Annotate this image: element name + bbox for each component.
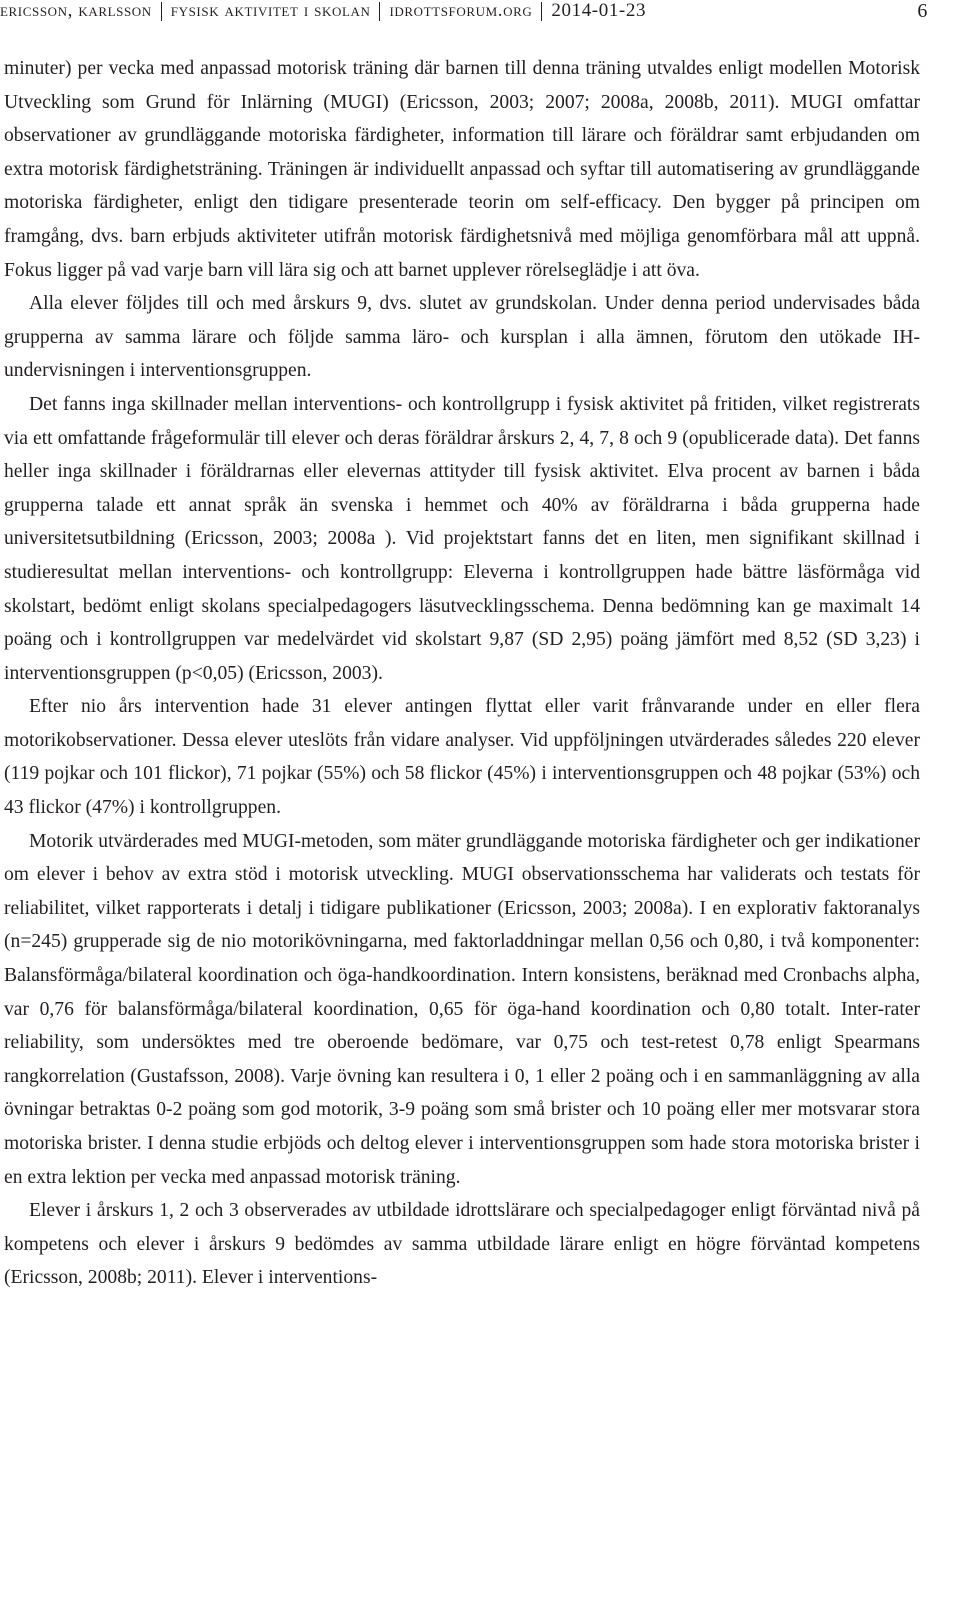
paragraph: Motorik utvärderades med MUGI-metoden, som mäter grundläggande motoriska färdigheter och ger indikationer om elever i behov av extra stöd i motorisk utveckling. MUGI observationsschema har validerats och testats för reliabilitet, vilket rapporterats i detalj i tidigare publikationer (Ericsson, 2003; 2008a). I en explorativ faktoranalys (n=245) grupperade sig de nio motorikövningarna, med faktorladdningar mellan 0,56 och 0,80, i två komponenter: Balansförmåga/bilateral koordination och öga-handkoordination. Intern konsistens, beräknad med Cronbachs alpha, var 0,76 för balansförmåga/bilateral koordination, 0,65 för öga-hand koordination och 0,80 totalt. Inter-rater reliability, som undersöktes med tre oberoende bedömare, var 0,75 och test-retest 0,78 enligt Spearmans rangkorrelation (Gustafsson, 2008). Varje övning kan resultera i 0, 1 eller 2 poäng och i en sammanläggning av alla övningar betraktas 0-2 poäng som god motorik, 3-9 poäng som små brister och 10 poäng eller mer motsvarar stora motoriska brister. I denna studie erbjöds och deltog elever i interventionsgruppen som hade stora motoriska brister i en extra lektion per vecka med anpassad motorisk träning. xyxy=(4,830,920,1188)
header-authors: ericsson, karlsson xyxy=(0,0,152,21)
article-body xyxy=(4,52,920,1295)
header-divider xyxy=(379,2,380,21)
paragraph: Alla elever följdes till och med årskurs 9, dvs. slutet av grundskolan. Under denna period undervisades båda grupperna av samma lärare och följde samma läro- och kursplan i alla ämnen, förutom den utökade IH-undervisningen i interventionsgruppen. xyxy=(4,293,920,382)
header-title: fysisk aktivitet i skolan xyxy=(170,0,371,21)
header-divider xyxy=(541,2,542,21)
paragraph: Det fanns inga skillnader mellan interventions- och kontrollgrupp i fysisk aktivitet på fritiden, vilket registrerats via ett omfattande frågeformulär till elever och deras föräldrar årskurs 2, 4, 7, 8 och 9 (opublicerade data). Det fanns heller inga skillnader i föräldrarnas eller elevernas attityder till fysisk aktivitet. Elva procent av barnen i båda grupperna talade ett annat språk än svenska i hemmet och 40% av föräldrarna i båda grupperna hade universitetsutbildning (Ericsson, 2003; 2008a ). Vid projektstart fanns det en liten, men signifikant skillnad i studieresultat mellan interventions- och kontrollgrupp: Eleverna i kontrollgruppen hade bättre läsförmåga vid skolstart, bedömt enligt skolans specialpedagogers läsutvecklingsschema. Denna bedömning kan ge maximalt 14 poäng och i kontrollgruppen var medelvärdet vid skolstart 9,87 (SD 2,95) poäng jämfört med 8,52 (SD 3,23) i interventionsgruppen (p<0,05) (Ericsson, 2003). xyxy=(4,393,920,684)
header-date: 2014-01-23 xyxy=(551,0,647,21)
page-number: 6 xyxy=(917,0,928,22)
header-site: idrottsforum.org xyxy=(389,0,533,21)
running-header xyxy=(0,0,928,26)
paragraph-continued: minuter) per vecka med anpassad motorisk träning där barnen till denna träning utvaldes enligt modellen Motorisk Utveckling som Grund för Inlärning (MUGI) (Ericsson, 2003; 2007; 2008a, 2008b, 2011). MUGI omfattar observationer av grundläggande motoriska färdigheter, information till lärare och föräldrar samt erbjudanden om extra motorisk färdighetsträning. Träningen är individuellt anpassad och syftar till automatisering av grundläggande motoriska färdigheter, enligt den tidigare presenterade teorin om self-efficacy. Den bygger på principen om framgång, dvs. barn erbjuds aktiviteter utifrån motorisk färdighetsnivå med möjliga genomförbara mål att uppnå. Fokus ligger på vad varje barn vill lära sig och att barnet upplever rörelseglädje i att öva. xyxy=(4,58,920,281)
header-divider xyxy=(161,2,162,21)
paragraph: Elever i årskurs 1, 2 och 3 observerades av utbildade idrottslärare och specialpedagoger enligt förväntad nivå på kompetens och elever i årskurs 9 bedömdes av samma utbildade lärare enligt en högre förväntad kompetens (Ericsson, 2008b; 2011). Elever i interventions- xyxy=(4,1200,920,1289)
paragraph: Efter nio års intervention hade 31 elever antingen flyttat eller varit frånvarande under en eller flera motorikobservationer. Dessa elever uteslöts från vidare analyser. Vid uppföljningen utvärderades således 220 elever (119 pojkar och 101 flickor), 71 pojkar (55%) och 58 flickor (45%) i interventionsgruppen och 48 pojkar (53%) och 43 flickor (47%) i kontrollgruppen. xyxy=(4,696,920,819)
